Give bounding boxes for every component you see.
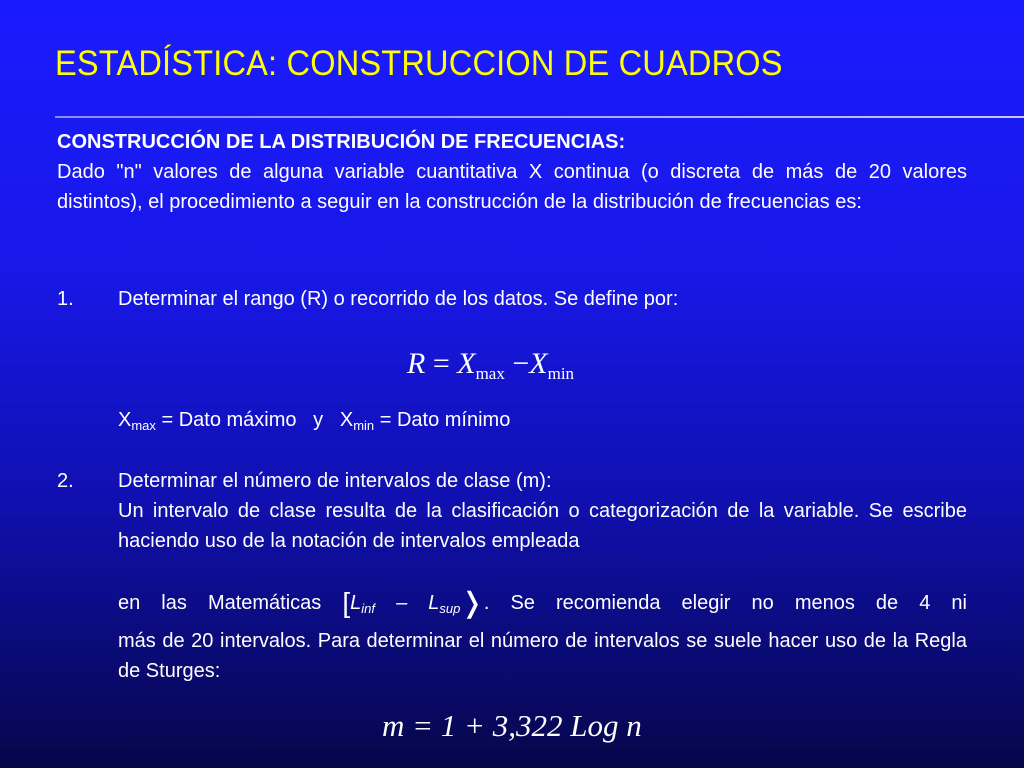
step-2 <box>57 466 967 496</box>
step-2-body <box>57 496 967 556</box>
step-1 <box>57 284 967 314</box>
interval-open-bracket: [ <box>342 587 351 618</box>
formula-equals: = <box>432 347 450 380</box>
title-divider <box>55 116 1024 118</box>
def-x-max: X <box>118 409 132 431</box>
slide-title: ESTADÍSTICA: CONSTRUCCION DE CUADROS <box>55 44 783 83</box>
formula-min-sub: min <box>547 364 575 383</box>
def-max-sub: max <box>131 418 156 433</box>
step-1-text: Determinar el rango (R) o recorrido de los datos. Se define por: <box>118 288 679 310</box>
step-2-para-c-block <box>57 626 967 686</box>
l-inf: L <box>350 592 362 614</box>
def-max-text: = Dato máximo y <box>155 409 340 431</box>
formula-x-max: X <box>457 347 476 380</box>
range-definitions <box>57 405 967 439</box>
l-sup: L <box>428 592 440 614</box>
def-min-sub: min <box>353 418 375 433</box>
intro-block <box>57 127 967 217</box>
step-1-number: 1. <box>57 288 74 310</box>
l-sup-sub: sup <box>439 601 461 616</box>
range-definition-text <box>118 405 967 441</box>
range-formula <box>407 347 574 384</box>
interval-close-bracket: ❭ <box>460 587 484 618</box>
def-x-min: X <box>339 409 354 431</box>
step-2-bracket-line <box>57 588 967 622</box>
para-b-after: . Se recomienda elegir no menos de 4 ni <box>483 592 967 614</box>
intro-paragraph: Dado "n" valores de alguna variable cuantitativa X continua (o discreta de más de 20 valores distintos), el procedimiento a seguir en la construcción de la distribución de frecuencias es: <box>57 161 967 213</box>
para-b-before: en las Matemáticas <box>118 592 343 614</box>
sturges-formula-text: m = 1 + 3,322 Log n <box>382 708 642 743</box>
step-2-para-b <box>118 588 967 624</box>
l-inf-sub: inf <box>361 601 376 616</box>
formula-minus: − <box>512 347 530 380</box>
step-2-para-c: más de 20 intervalos. Para determinar el número de intervalos se suele hacer uso de la Regla de Sturges: <box>118 630 967 682</box>
formula-r: R <box>407 347 426 380</box>
step-2-para-a: Un intervalo de clase resulta de la clasificación o categorización de la variable. Se escribe haciendo uso de la notación de intervalos empleada <box>118 500 967 552</box>
formula-max-sub: max <box>475 364 505 383</box>
def-min-text: = Dato mínimo <box>374 409 511 431</box>
sturges-formula <box>382 708 642 744</box>
formula-x-min: X <box>529 347 548 380</box>
section-heading: CONSTRUCCIÓN DE LA DISTRIBUCIÓN DE FRECUENCIAS: <box>57 131 626 153</box>
step-2-number: 2. <box>57 470 74 492</box>
step-2-heading: Determinar el número de intervalos de clase (m): <box>118 470 552 492</box>
interval-dash: – <box>375 592 429 614</box>
